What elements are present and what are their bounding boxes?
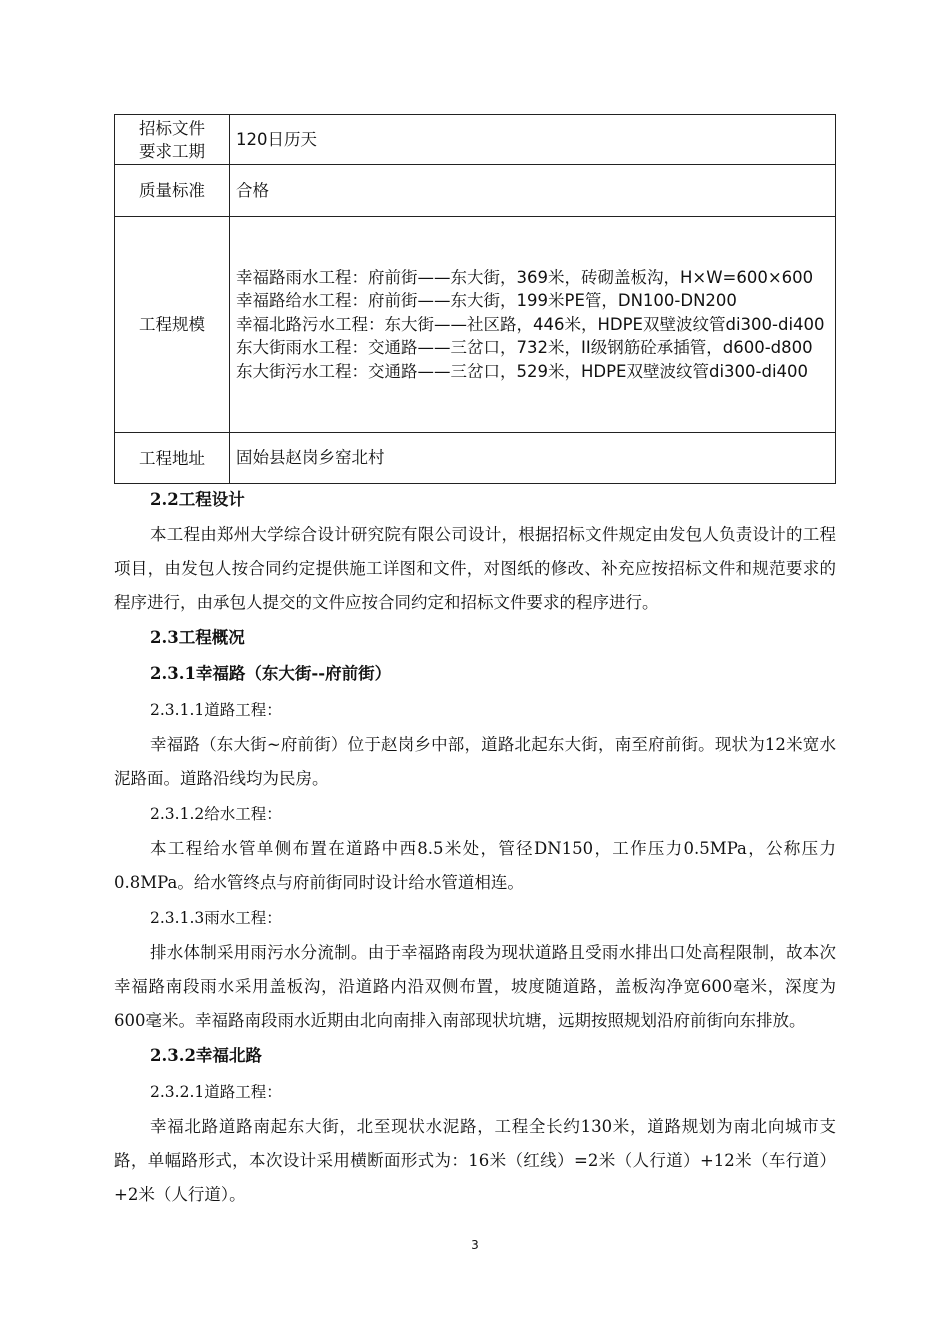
scale-line: 幸福路给水工程：府前街——东大街，199米PE管，DN100-DN200 — [236, 291, 737, 311]
subsubsection-heading: 2.3.1.2给水工程： — [150, 805, 282, 823]
scale-line: 东大街雨水工程：交通路——三岔口，732米，II级钢筋砼承插管，d600-d800 — [236, 338, 813, 358]
scale-line: 幸福路雨水工程：府前街——东大街，369米，砖砌盖板沟，H×W=600×600 — [236, 267, 814, 287]
paragraph: 本工程给水管单侧布置在道路中西8.5米处，管径DN150，工作压力0.5MPa，公称压力0.8MPa。给水管终点与府前街同时设计给水管道相连。 — [114, 839, 836, 892]
paragraph: 幸福北路道路南起东大街，北至现状水泥路，工程全长约130米，道路规划为南北向城市支路，单幅路形式，本次设计采用横断面形式为：16米（红线）=2米（人行道）+12米（车行道）+2米（人行道）。 — [114, 1117, 836, 1204]
row-value — [230, 217, 836, 433]
subsection-heading: 2.3.1幸福路（东大街--府前街） — [150, 664, 392, 683]
document-body — [114, 482, 836, 1212]
table-row — [115, 433, 836, 484]
paragraph: 本工程由郑州大学综合设计研究院有限公司设计，根据招标文件规定由发包人负责设计的工程项目，由发包人按合同约定提供施工详图和文件，对图纸的修改、补充应按招标文件和规范要求的程序进行，由承包人提交的文件应按合同约定和招标文件要求的程序进行。 — [114, 525, 836, 612]
project-info-table — [114, 114, 836, 484]
row-value: 合格 — [230, 165, 836, 217]
table-row — [115, 115, 836, 165]
subsubsection-heading: 2.3.2.1道路工程： — [150, 1083, 282, 1101]
row-value: 120日历天 — [230, 115, 836, 165]
page-number: 3 — [471, 1238, 479, 1252]
subsection-heading: 2.3.2幸福北路 — [150, 1046, 262, 1065]
scale-line: 东大街污水工程：交通路——三岔口，529米，HDPE双壁波纹管di300-di400 — [236, 361, 809, 381]
table-row — [115, 217, 836, 433]
row-label: 工程地址 — [115, 433, 230, 484]
row-label: 工程规模 — [115, 217, 230, 433]
section-heading: 2.3工程概况 — [150, 628, 245, 647]
subsubsection-heading: 2.3.1.3雨水工程： — [150, 909, 282, 927]
row-label: 质量标准 — [115, 165, 230, 217]
table-row — [115, 165, 836, 217]
scale-line: 幸福北路污水工程：东大街——社区路，446米，HDPE双壁波纹管di300-di400 — [236, 314, 825, 334]
row-value: 固始县赵岗乡窑北村 — [230, 433, 836, 484]
section-heading: 2.2工程设计 — [150, 490, 245, 509]
paragraph: 排水体制采用雨污水分流制。由于幸福路南段为现状道路且受雨水排出口处高程限制，故本次幸福路南段雨水采用盖板沟，沿道路内沿双侧布置，坡度随道路，盖板沟净宽600毫米，深度为600毫米。幸福路南段雨水近期由北向南排入南部现状坑塘，远期按照规划沿府前街向东排放。 — [114, 943, 836, 1030]
paragraph: 幸福路（东大街~府前街）位于赵岗乡中部，道路北起东大街，南至府前街。现状为12米宽水泥路面。道路沿线均为民房。 — [114, 735, 836, 788]
subsubsection-heading: 2.3.1.1道路工程： — [150, 701, 282, 719]
row-label: 招标文件要求工期 — [115, 115, 230, 165]
